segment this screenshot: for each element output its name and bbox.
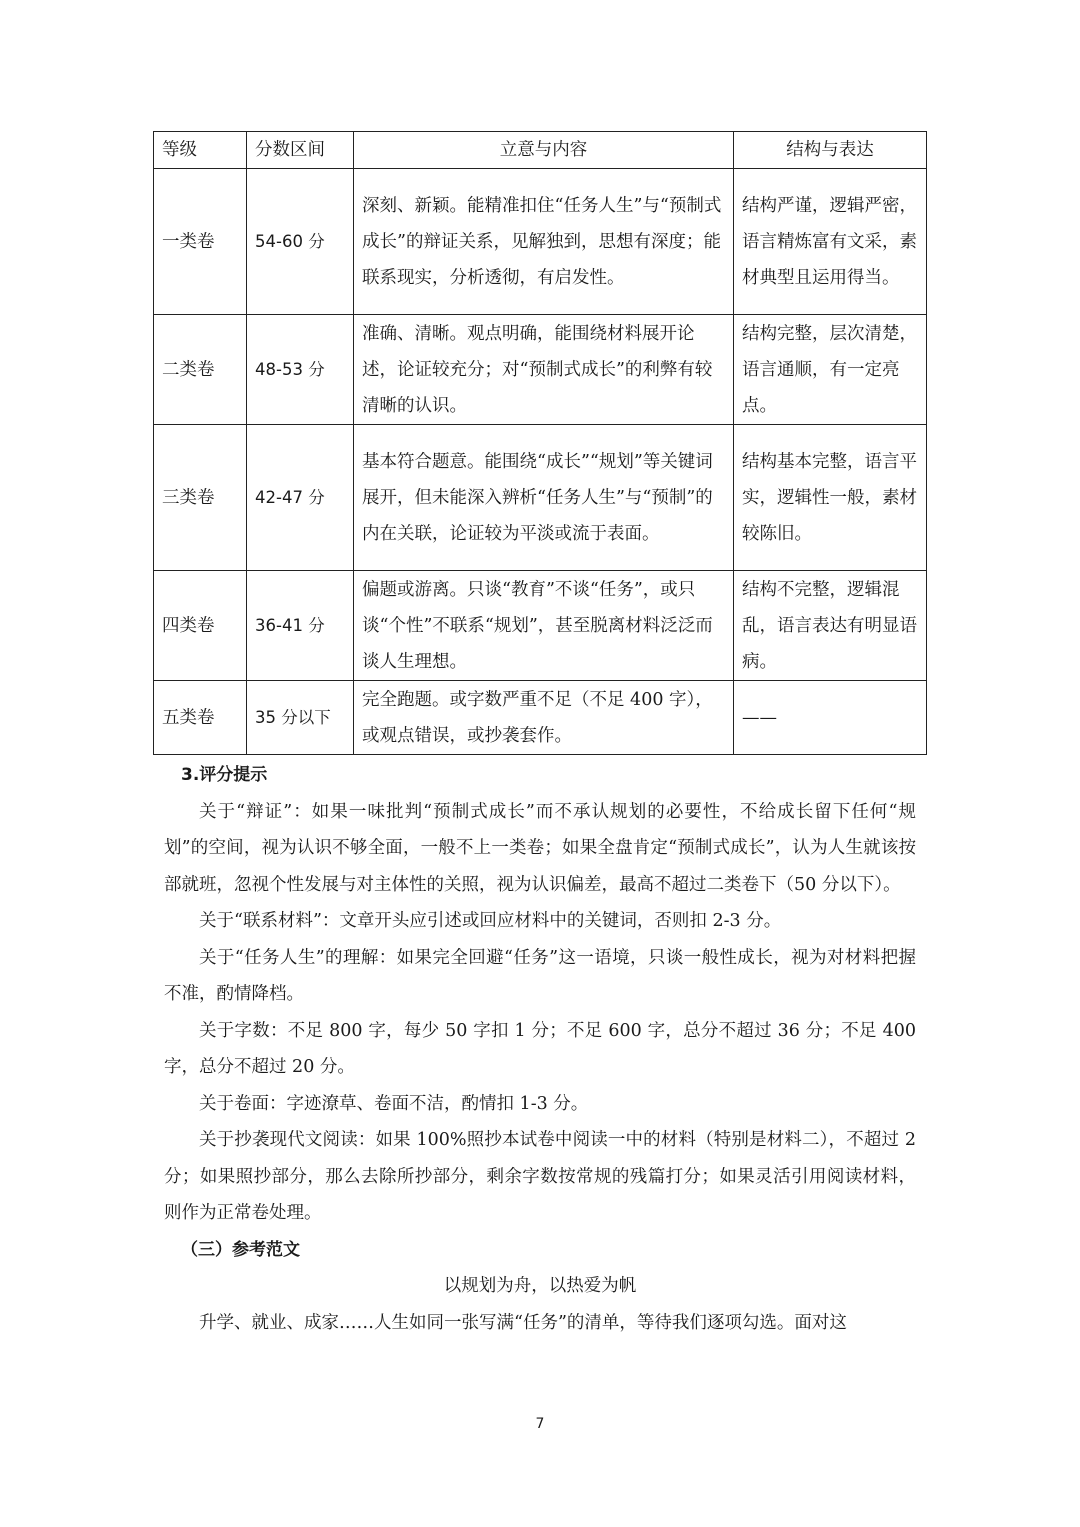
section-heading: 3.评分提示 (181, 765, 268, 785)
grade-cell: 三类卷 (154, 425, 247, 571)
structure-cell: 结构完整，层次清楚，语言通顺，有一定亮点。 (734, 315, 927, 425)
grade-cell: 四类卷 (154, 571, 247, 681)
paragraph: 升学、就业、成家……人生如同一张写满“任务”的清单，等待我们逐项勾选。面对这 (199, 1312, 847, 1333)
table-row (154, 315, 927, 425)
essay-title: 以规划为舟，以热爱为帆 (443, 1276, 637, 1296)
range-cell: 42-47 分 (247, 425, 354, 571)
content-cell: 准确、清晰。观点明确，能围绕材料展开论述，论证较充分；对“预制式成长”的利弊有较清晰的认识。 (354, 315, 734, 425)
section-heading: （三）参考范文 (181, 1239, 300, 1260)
grade-cell: 二类卷 (154, 315, 247, 425)
paragraph: 关于抄袭现代文阅读：如果 100%照抄本试卷中阅读一中的材料（特别是材料二），不超过 2 分；如果照抄部分，那么去除所抄部分，剩余字数按常规的残篇打分；如果灵活引用阅读材料，则作为正常卷处理。 (164, 1130, 916, 1223)
table-row (154, 425, 927, 571)
content-cell: 偏题或游离。只谈“教育”不谈“任务”，或只谈“个性”不联系“规划”，甚至脱离材料泛泛而谈人生理想。 (354, 571, 734, 681)
header-structure: 结构与表达 (734, 132, 927, 169)
table-row (154, 571, 927, 681)
range-cell: 48-53 分 (247, 315, 354, 425)
table-header-row (154, 132, 927, 169)
content-cell: 完全跑题。或字数严重不足（不足 400 字），或观点错误，或抄袭套作。 (354, 681, 734, 755)
range-cell: 36-41 分 (247, 571, 354, 681)
paragraph: 关于字数：不足 800 字，每少 50 字扣 1 分；不足 600 字，总分不超过 36 分；不足 400 字，总分不超过 20 分。 (164, 1020, 916, 1077)
range-cell: 54-60 分 (247, 169, 354, 315)
grade-cell: 五类卷 (154, 681, 247, 755)
header-grade: 等级 (154, 132, 247, 169)
header-range: 分数区间 (247, 132, 354, 169)
range-cell: 35 分以下 (247, 681, 354, 755)
paragraph: 关于“任务人生”的理解：如果完全回避“任务”这一语境，只谈一般性成长，视为对材料把握不准，酌情降档。 (164, 947, 916, 1004)
structure-cell: 结构严谨，逻辑严密，语言精炼富有文采，素材典型且运用得当。 (734, 169, 927, 315)
content-cell: 深刻、新颖。能精准扣住“任务人生”与“预制式成长”的辩证关系，见解独到，思想有深度；能联系现实，分析透彻，有启发性。 (354, 169, 734, 315)
paragraph: 关于卷面：字迹潦草、卷面不洁，酌情扣 1-3 分。 (199, 1093, 589, 1114)
paragraph: 关于“辩证”：如果一味批判“预制式成长”而不承认规划的必要性，不给成长留下任何“规划”的空间，视为认识不够全面，一般不上一类卷；如果全盘肯定“预制式成长”，认为人生就该按部就班，忽视个性发展与对主体性的关照，视为认识偏差，最高不超过二类卷下（50 分以下）。 (164, 801, 916, 895)
table-row (154, 169, 927, 315)
page-number: 7 (535, 1416, 545, 1432)
paragraph: 关于“联系材料”：文章开头应引述或回应材料中的关键词，否则扣 2-3 分。 (199, 911, 782, 931)
structure-cell: 结构基本完整，语言平实，逻辑性一般，素材较陈旧。 (734, 425, 927, 571)
structure-cell: 结构不完整，逻辑混乱，语言表达有明显语病。 (734, 571, 927, 681)
structure-cell: —— (734, 681, 927, 755)
grading-table (153, 131, 927, 755)
scoring-notes (164, 757, 916, 1341)
table-row (154, 681, 927, 755)
content-cell: 基本符合题意。能围绕“成长”“规划”等关键词展开，但未能深入辨析“任务人生”与“预制”的内在关联，论证较为平淡或流于表面。 (354, 425, 734, 571)
grade-cell: 一类卷 (154, 169, 247, 315)
header-content: 立意与内容 (354, 132, 734, 169)
